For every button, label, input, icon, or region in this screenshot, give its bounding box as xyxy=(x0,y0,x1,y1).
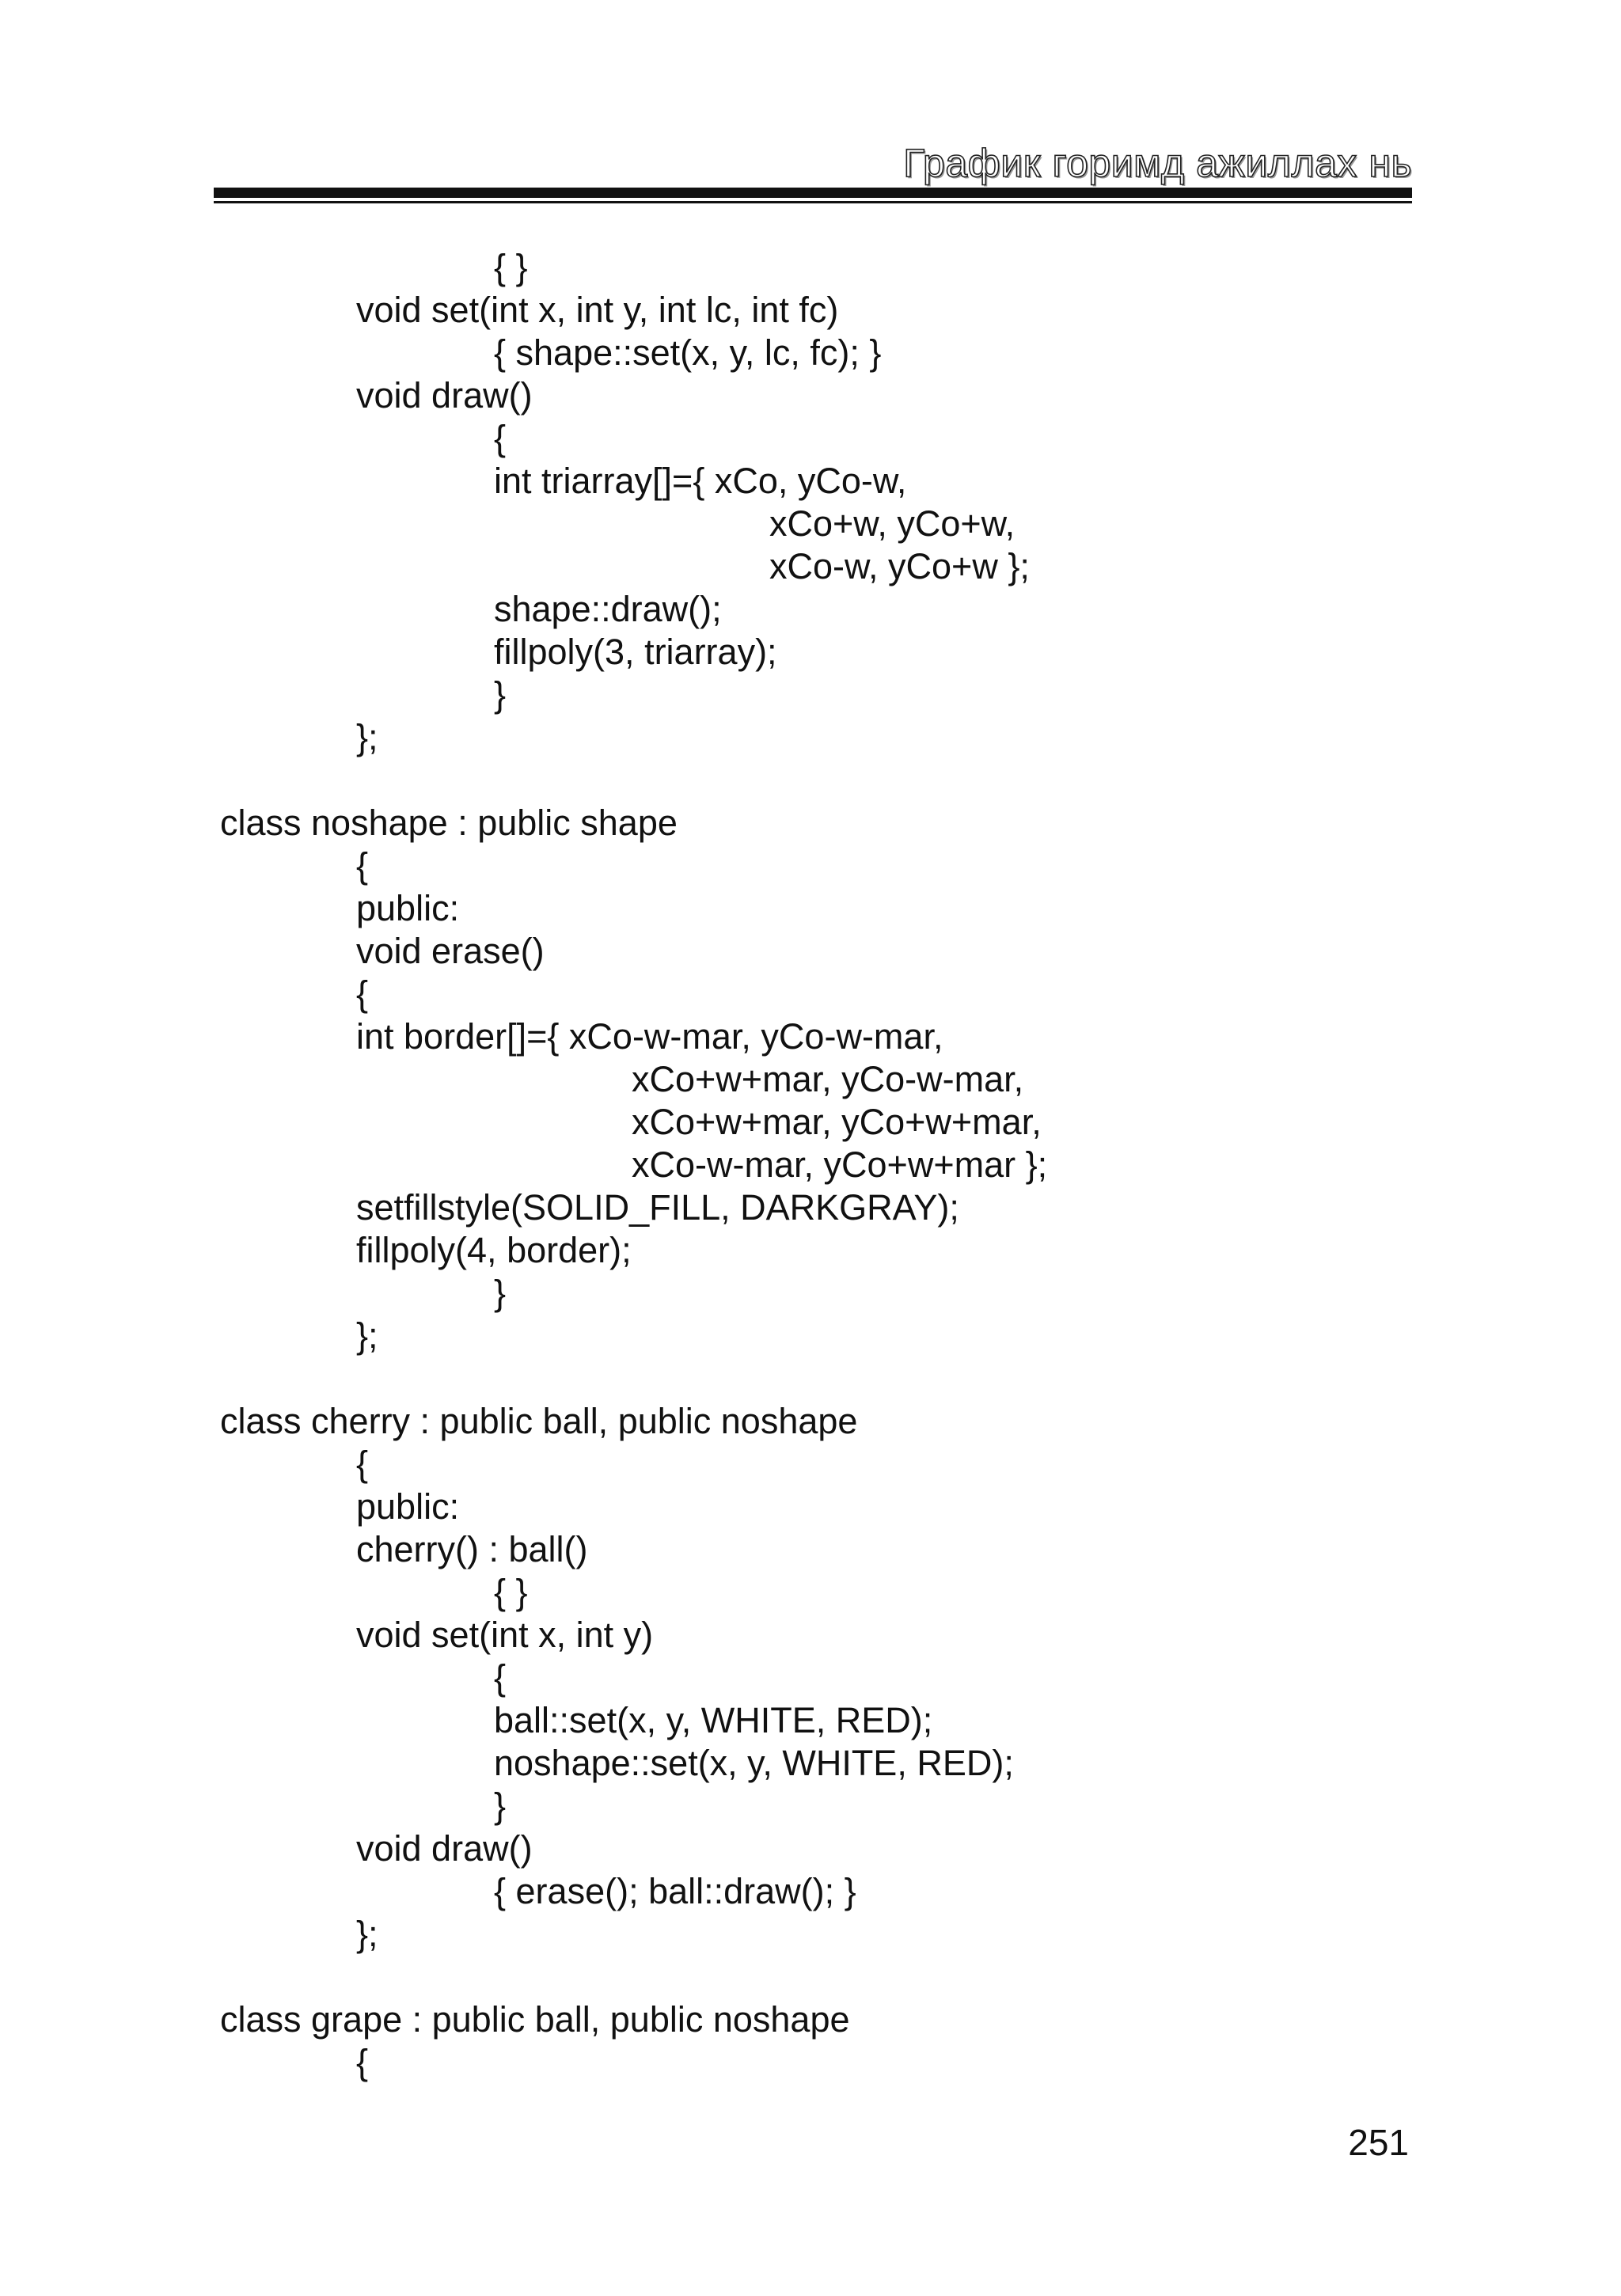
code-line: shape::draw(); xyxy=(494,589,722,629)
code-line: void draw() xyxy=(356,375,533,416)
code-line: xCo+w+mar, yCo+w+mar, xyxy=(632,1102,1042,1142)
code-line: xCo+w+mar, yCo-w-mar, xyxy=(632,1059,1024,1099)
code-line: { erase(); ball::draw(); } xyxy=(494,1871,856,1911)
header-title: График горимд ажиллах нь xyxy=(903,141,1412,185)
code-line: { shape::set(x, y, lc, fc); } xyxy=(494,332,882,373)
code-line: void erase() xyxy=(356,931,545,971)
code-line: void set(int x, int y) xyxy=(356,1615,654,1655)
code-line: { } xyxy=(494,1572,528,1612)
code-line: xCo-w, yCo+w }; xyxy=(769,546,1030,586)
code-line: int triarray[]={ xCo, yCo-w, xyxy=(494,461,907,501)
code-line: { xyxy=(356,1444,369,1484)
code-line: { } xyxy=(494,247,528,287)
code-line: { xyxy=(356,845,369,886)
code-line: { xyxy=(356,2042,369,2082)
code-line: xCo+w, yCo+w, xyxy=(769,503,1015,544)
code-line: class noshape : public shape xyxy=(220,803,678,843)
code-line: xCo-w-mar, yCo+w+mar }; xyxy=(632,1144,1048,1185)
code-line: { xyxy=(494,1657,507,1698)
code-line: }; xyxy=(356,717,378,757)
code-line: public: xyxy=(356,888,460,928)
code-line: }; xyxy=(356,1315,378,1356)
code-line: void draw() xyxy=(356,1828,533,1869)
code-line: fillpoly(3, triarray); xyxy=(494,632,777,672)
code-line: }; xyxy=(356,1914,378,1954)
code-line: } xyxy=(494,674,507,715)
page-number: 251 xyxy=(1348,2122,1409,2163)
code-line: noshape::set(x, y, WHITE, RED); xyxy=(494,1743,1014,1783)
code-line: } xyxy=(494,1786,507,1826)
code-line: int border[]={ xCo-w-mar, yCo-w-mar, xyxy=(356,1016,943,1057)
code-line: void set(int x, int y, int lc, int fc) xyxy=(356,290,839,330)
code-line: { xyxy=(356,973,369,1014)
code-line: { xyxy=(494,418,507,458)
code-line: class grape : public ball, public noshape xyxy=(220,1999,850,2040)
code-line: fillpoly(4, border); xyxy=(356,1230,632,1270)
code-line: class cherry : public ball, public noshape xyxy=(220,1401,858,1441)
code-line: ball::set(x, y, WHITE, RED); xyxy=(494,1700,933,1740)
code-line: } xyxy=(494,1273,507,1313)
code-line: cherry() : ball() xyxy=(356,1529,588,1569)
code-line: setfillstyle(SOLID_FILL, DARKGRAY); xyxy=(356,1187,959,1228)
code-line: public: xyxy=(356,1486,460,1527)
